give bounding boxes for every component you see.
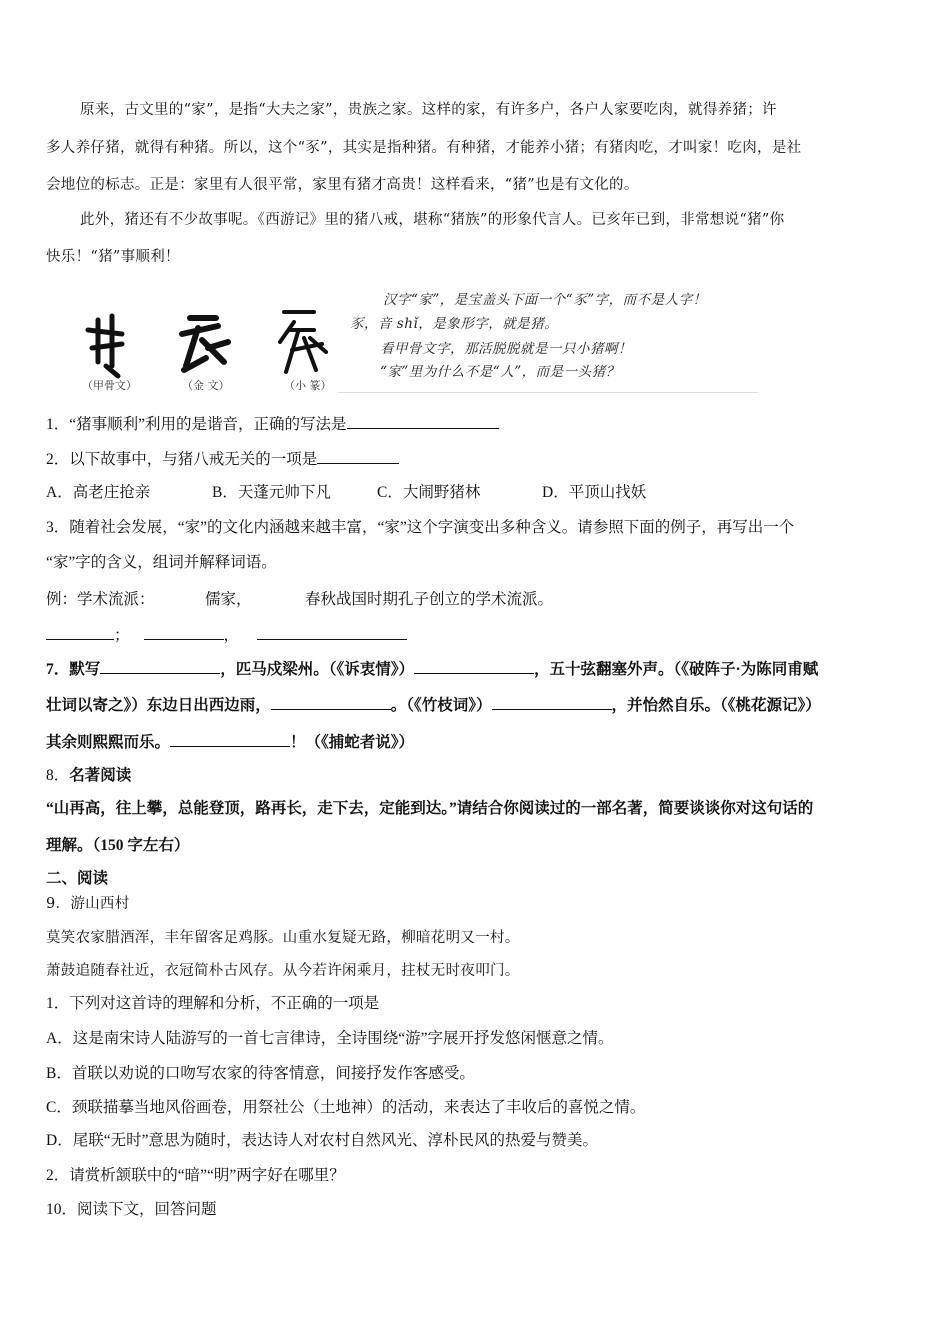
- question-2-option-b[interactable]: B．天蓬元帅下凡: [212, 484, 331, 501]
- section-2-heading: 二、阅读: [46, 870, 109, 887]
- question-9-sub2: 2．请赏析颔联中的“暗”“明”两字好在哪里？: [46, 1167, 345, 1184]
- passage-paragraph1-line3: 会地位的标志。正是：家里有人很平常，家里有猪才高贵！这样看来，“猪”也是有文化的。: [46, 177, 639, 193]
- passage-paragraph1-line1: 原来，古文里的“家”，是指“大夫之家”，贵族之家。这样的家，有许多户，各户人家要吃肉，就得养猪；许: [80, 102, 777, 118]
- jia-character-figure: [78, 282, 763, 394]
- question-1-text: 1．“猪事顺利”利用的是谐音，正确的写法是: [46, 416, 347, 433]
- question-9-option-c[interactable]: C．颈联描摹当地风俗画卷，用祭社公（土地神）的活动，来表达了丰收后的喜悦之情。: [46, 1099, 646, 1116]
- question-9-title: 9．游山西村: [46, 896, 130, 912]
- question-7-blank-5[interactable]: [170, 731, 290, 747]
- question-1: [46, 413, 499, 435]
- question-2-answer-blank[interactable]: [317, 448, 399, 464]
- question-7-text-5: ，并怡然自乐。（《桃花源记》）: [611, 697, 821, 714]
- question-7-blank-2[interactable]: [414, 658, 534, 674]
- question-3-example-word: 儒家，: [205, 591, 252, 608]
- poem-line-1: 莫笑农家腊酒浑，丰年留客足鸡豚。山重水复疑无路，柳暗花明又一村。: [46, 930, 520, 946]
- question-3-word-blank[interactable]: [144, 624, 224, 640]
- question-1-answer-blank[interactable]: [347, 413, 499, 429]
- figure-note-2: 豕，音 shǐ，是象形字，就是猪。: [350, 316, 559, 332]
- question-3-line1: 3．随着社会发展，“家”的文化内涵越来越丰富，“家”这个字演变出多种含义。请参照下面的例子，再写出一个: [46, 519, 795, 536]
- figure-divider: [338, 392, 758, 393]
- question-10-heading: 10．阅读下文，回答问题: [46, 1201, 217, 1218]
- question-7-text-7: ！（《捕蛇者说》）: [290, 734, 415, 751]
- figure-note-4: “家”里为什么不是“人”，而是一头猪？: [380, 364, 620, 380]
- small-seal-caption: （小 篆）: [284, 379, 332, 392]
- question-8-heading: [46, 766, 131, 786]
- question-7-label: 7．默写: [46, 661, 101, 678]
- question-7-line1: [46, 658, 818, 680]
- question-7-line3: [46, 731, 414, 753]
- question-3-answer-row: [46, 624, 407, 646]
- question-2-text: 2．以下故事中，与猪八戒无关的一项是: [46, 451, 318, 468]
- question-3-separator-1: ；: [114, 627, 130, 644]
- question-9-option-d[interactable]: D．尾联“无时”意思为随时，表达诗人对农村自然风光、淳朴民风的热爱与赞美。: [46, 1132, 598, 1149]
- question-7-blank-4[interactable]: [492, 694, 612, 710]
- passage-paragraph2-line2: 快乐！“猪”事顺利！: [46, 249, 180, 265]
- poem-line-2: 萧鼓追随春社近，衣冠简朴古风存。从今若许闲乘月，拄杖无时夜叩门。: [46, 963, 520, 979]
- oracle-bone-caption: （甲骨文）: [82, 379, 137, 392]
- passage-paragraph1-line2: 多人养仔猪，就得有种猪。所以，这个“豕”，其实是指种猪。有种猪，才能养小猪；有猪肉吃，才叫家！吃肉，是社: [46, 140, 802, 156]
- question-3-line2: “家”字的含义，组词并解释词语。: [46, 554, 277, 571]
- question-7-blank-1[interactable]: [100, 658, 220, 674]
- question-2-option-c[interactable]: C．大闹野猪林: [377, 484, 481, 501]
- question-9-option-a[interactable]: A．这是南宋诗人陆游写的一首七言律诗，全诗围绕“游”字展开抒发悠闲惬意之情。: [46, 1030, 614, 1047]
- question-2: [46, 448, 399, 470]
- question-7-text-1: ，匹马戍梁州。（《诉衷情》）: [220, 661, 415, 678]
- question-7-blank-3[interactable]: [271, 694, 391, 710]
- question-3-example-label: 例：学术流派：: [46, 591, 155, 608]
- figure-note-1: 汉字“家”，是宝盖头下面一个“豕”字，而不是人字！: [383, 292, 707, 308]
- question-9-sub1: 1．下列对这首诗的理解和分析，不正确的一项是: [46, 995, 380, 1012]
- question-3-separator-2: ，: [223, 627, 240, 644]
- bronze-inscription-caption: （金 文）: [182, 379, 230, 392]
- question-2-option-a[interactable]: A．高老庄抢亲: [46, 484, 151, 501]
- question-2-option-d[interactable]: D．平顶山找妖: [542, 484, 647, 501]
- question-7-text-2: ，五十弦翻塞外声。（《破阵子·为陈同甫赋: [534, 661, 819, 678]
- question-7-text-4: 。（《竹枝词》）: [390, 697, 492, 714]
- figure-note-3: 看甲骨文字，那活脱脱就是一只小猪啊！: [380, 341, 632, 357]
- question-8-number: 8．: [46, 767, 70, 784]
- question-7-text-6: 其余则熙熙而乐。: [46, 734, 171, 751]
- question-3-meaning-blank[interactable]: [46, 624, 114, 640]
- question-8-title: 名著阅读: [69, 767, 132, 784]
- question-7-line2: [46, 694, 821, 716]
- question-8-line1: “山再高，往上攀，总能登顶，路再长，走下去，定能到达。”请结合你阅读过的一部名著，简要谈谈你对这句话的: [46, 800, 814, 817]
- passage-paragraph2-line1: 此外，猪还有不少故事呢。《西游记》里的猪八戒，堪称“猪族”的形象代言人。已亥年已到，非常想说“猪”你: [80, 212, 785, 228]
- question-8-line2: 理解。（150 字左右）: [46, 837, 190, 854]
- question-3-example-explanation: 春秋战国时期孔子创立的学术流派。: [305, 591, 554, 608]
- question-9-option-b[interactable]: B．首联以劝说的口吻写农家的待客情意，间接抒发作客感受。: [46, 1065, 475, 1082]
- question-7-text-3: 壮词以寄之》）东边日出西边雨，: [46, 697, 271, 714]
- question-3-explanation-blank[interactable]: [257, 624, 407, 640]
